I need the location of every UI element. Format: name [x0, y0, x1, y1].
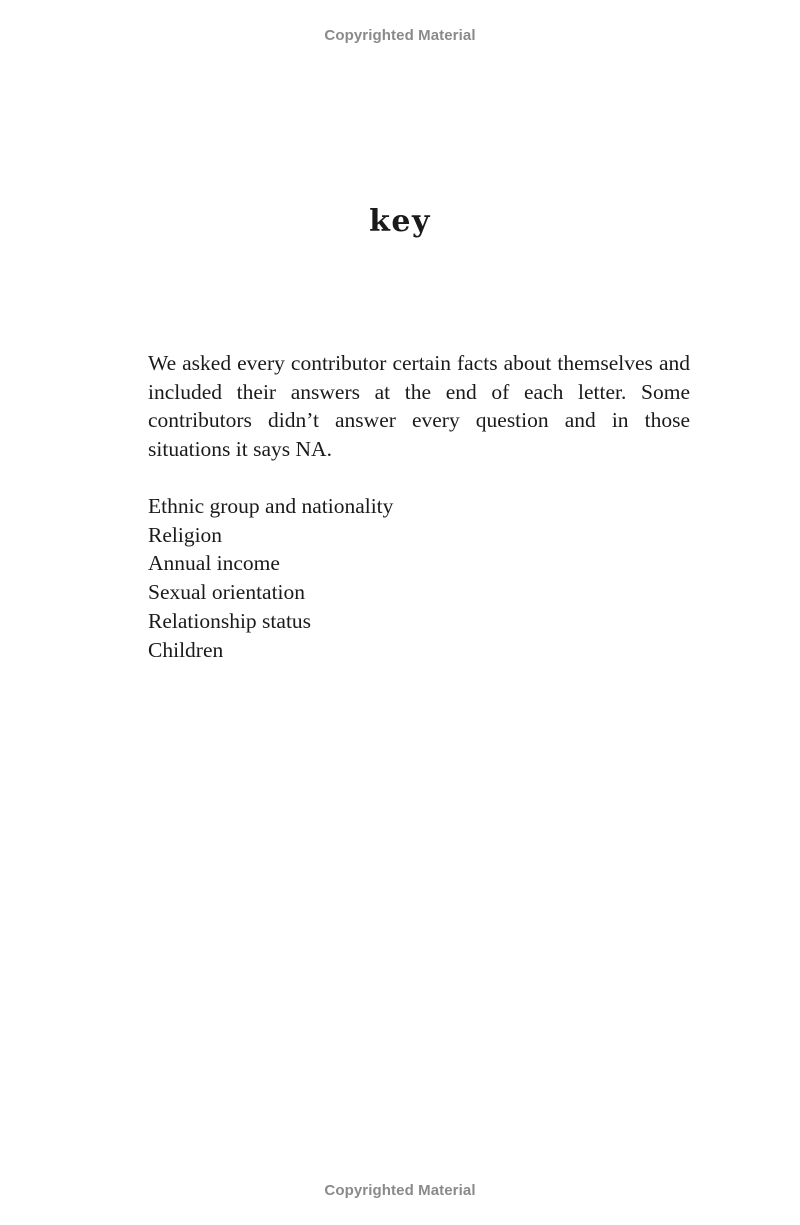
key-item-religion: Religion — [148, 522, 223, 547]
copyright-watermark-top: Copyrighted Material — [324, 27, 476, 44]
key-item-ethnic-group: Ethnic group and nationality — [148, 494, 394, 518]
key-item-children: Children — [148, 637, 224, 662]
copyright-watermark-bottom: Copyrighted Material — [324, 1182, 476, 1199]
key-list — [148, 492, 393, 664]
intro-paragraph: We asked every contributor certain facts about themselves and included their answers at the end of each letter. Some contributors didn’t answer every question and in those situations it says NA. — [148, 351, 690, 462]
key-item-sexual-orientation: Sexual orientation — [148, 580, 306, 605]
key-item-annual-income: Annual income — [148, 551, 280, 576]
page-title: key — [369, 204, 431, 239]
key-item-relationship-status: Relationship status — [148, 608, 312, 633]
